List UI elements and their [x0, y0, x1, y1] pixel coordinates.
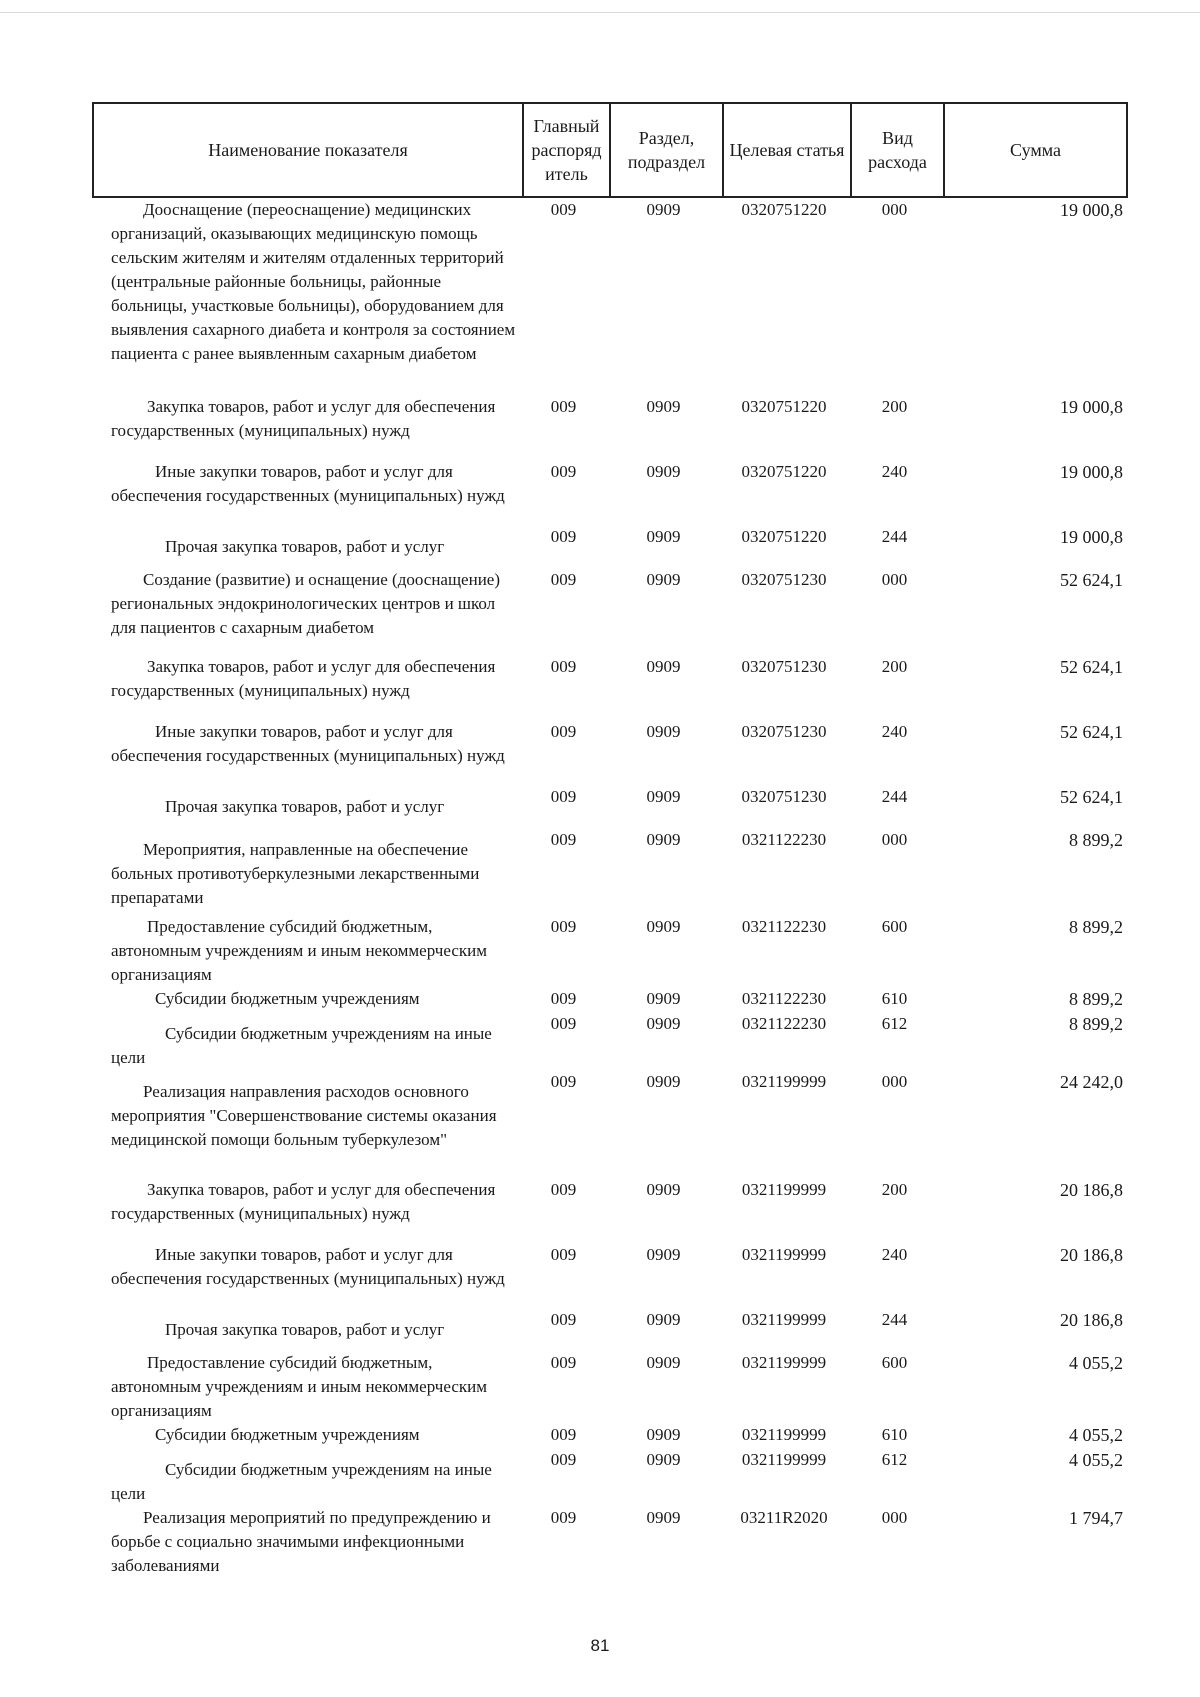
row-name: [93, 525, 523, 568]
row-vid: 000: [881, 570, 908, 589]
row-grbs: 009: [550, 397, 577, 416]
row-name-text: Иные закупки товаров, работ и услуг для обеспечения государственных (муниципальных) нужд: [111, 462, 505, 505]
row-name: [93, 197, 523, 395]
row-name-text: Создание (развитие) и оснащение (дооснащение) региональных эндокринологических центров и школ для пациентов с сахарным диабетом: [111, 570, 501, 637]
row-section: 0909: [646, 1450, 681, 1469]
table-row: [93, 395, 1127, 460]
row-sum: 52 624,1: [1060, 722, 1123, 742]
row-article: 0321199999: [741, 1450, 827, 1469]
row-section: 0909: [646, 657, 681, 676]
row-name-text: Предоставление субсидий бюджетным, автономным учреждениям и иным некоммерческим организациям: [111, 1353, 487, 1420]
budget-table: [92, 102, 1128, 1578]
row-article: 0321199999: [741, 1425, 827, 1444]
row-name: [93, 720, 523, 785]
row-sum: 19 000,8: [1060, 527, 1123, 547]
row-section: 0909: [646, 917, 681, 936]
row-name: [93, 915, 523, 987]
row-sum: 8 899,2: [1069, 917, 1123, 937]
row-name: [93, 1351, 523, 1423]
row-name: [93, 1070, 523, 1178]
table-row: [93, 1178, 1127, 1243]
row-section: 0909: [646, 1245, 681, 1264]
row-article: 0320751230: [741, 787, 827, 806]
row-name-text: Субсидии бюджетным учреждениям: [155, 1425, 420, 1444]
row-article: 0321199999: [741, 1072, 827, 1091]
row-grbs: 009: [550, 1310, 577, 1329]
table-row: [93, 987, 1127, 1012]
row-sum: 20 186,8: [1060, 1180, 1123, 1200]
row-name: [93, 460, 523, 525]
row-sum: 8 899,2: [1069, 830, 1123, 850]
row-vid: 612: [881, 1014, 908, 1033]
row-name: [93, 987, 523, 1012]
table-row: [93, 525, 1127, 568]
row-article: 0321122230: [741, 830, 827, 849]
row-section: 0909: [646, 397, 681, 416]
row-grbs: 009: [550, 1353, 577, 1372]
row-sum: 52 624,1: [1060, 570, 1123, 590]
row-grbs: 009: [550, 787, 577, 806]
table-row: [93, 1012, 1127, 1070]
row-sum: 8 899,2: [1069, 1014, 1123, 1034]
row-sum: 20 186,8: [1060, 1245, 1123, 1265]
row-grbs: 009: [550, 830, 577, 849]
table-row: [93, 1448, 1127, 1506]
table-header: [93, 103, 1127, 197]
row-grbs: 009: [550, 1180, 577, 1199]
row-vid: 000: [881, 200, 908, 219]
row-name-text: Прочая закупка товаров, работ и услуг: [165, 797, 445, 816]
row-grbs: 009: [550, 989, 577, 1008]
row-grbs: 009: [550, 527, 577, 546]
table-row: [93, 1351, 1127, 1423]
row-section: 0909: [646, 1180, 681, 1199]
row-vid: 200: [881, 397, 908, 416]
row-name-text: Мероприятия, направленные на обеспечение больных противотуберкулезными лекарственными препаратами: [111, 840, 480, 907]
table-row: [93, 915, 1127, 987]
row-section: 0909: [646, 200, 681, 219]
row-grbs: 009: [550, 657, 577, 676]
row-name: [93, 568, 523, 655]
row-section: 0909: [646, 1353, 681, 1372]
row-name-text: Иные закупки товаров, работ и услуг для обеспечения государственных (муниципальных) нужд: [111, 722, 505, 765]
row-vid: 600: [881, 1353, 908, 1372]
header-grbs: Главный распоряд итель: [523, 103, 610, 197]
row-section: 0909: [646, 830, 681, 849]
row-grbs: 009: [550, 917, 577, 936]
row-name-text: Дооснащение (переоснащение) медицинских организаций, оказывающих медицинскую помощь сельским жителям и жителям отдаленных территорий (центральные районные больницы, районные больницы, участковые больницы), оборудованием для выявления сахарного диабета и контроля за состоянием пациента с ранее выявленным сахарным диабетом: [111, 200, 516, 363]
table-row: [93, 568, 1127, 655]
row-section: 0909: [646, 527, 681, 546]
row-grbs: 009: [550, 1072, 577, 1091]
row-vid: 200: [881, 657, 908, 676]
row-grbs: 009: [550, 1508, 577, 1527]
page-number: 81: [590, 1636, 610, 1655]
row-name-text: Реализация мероприятий по предупреждению и борьбе с социально значимыми инфекционными заболеваниями: [111, 1508, 491, 1575]
row-sum: 4 055,2: [1069, 1450, 1123, 1470]
table-row: [93, 828, 1127, 915]
row-grbs: 009: [550, 570, 577, 589]
row-name-text: Закупка товаров, работ и услуг для обеспечения государственных (муниципальных) нужд: [111, 1180, 496, 1223]
row-name: [93, 1423, 523, 1448]
table-body: [93, 197, 1127, 1578]
row-section: 0909: [646, 787, 681, 806]
row-article: 0320751230: [741, 657, 827, 676]
row-grbs: 009: [550, 1425, 577, 1444]
table-row: [93, 1243, 1127, 1308]
row-section: 0909: [646, 1310, 681, 1329]
row-vid: 244: [881, 527, 908, 546]
row-sum: 4 055,2: [1069, 1353, 1123, 1373]
row-sum: 8 899,2: [1069, 989, 1123, 1009]
row-name: [93, 785, 523, 828]
row-vid: 244: [881, 1310, 908, 1329]
row-section: 0909: [646, 989, 681, 1008]
row-article: 0321199999: [741, 1310, 827, 1329]
table-row: [93, 655, 1127, 720]
row-name: [93, 828, 523, 915]
row-name-text: Иные закупки товаров, работ и услуг для обеспечения государственных (муниципальных) нужд: [111, 1245, 505, 1288]
row-grbs: 009: [550, 1245, 577, 1264]
row-sum: 52 624,1: [1060, 787, 1123, 807]
row-vid: 600: [881, 917, 908, 936]
row-vid: 000: [881, 830, 908, 849]
row-name-text: Субсидии бюджетным учреждениям на иные цели: [111, 1024, 492, 1067]
row-vid: 200: [881, 1180, 908, 1199]
table-row: [93, 460, 1127, 525]
row-name: [93, 1308, 523, 1351]
header-sum: Сумма: [944, 103, 1127, 197]
row-section: 0909: [646, 570, 681, 589]
header-section: Раздел, подраздел: [610, 103, 723, 197]
table-row: [93, 720, 1127, 785]
row-article: 0320751220: [741, 462, 827, 481]
table-row: [93, 1506, 1127, 1578]
row-article: 03211R2020: [740, 1508, 828, 1527]
row-name-text: Субсидии бюджетным учреждениям на иные цели: [111, 1460, 492, 1503]
row-grbs: 009: [550, 1014, 577, 1033]
table-row: [93, 1423, 1127, 1448]
row-grbs: 009: [550, 722, 577, 741]
row-section: 0909: [646, 1425, 681, 1444]
row-article: 0321199999: [741, 1180, 827, 1199]
row-section: 0909: [646, 1508, 681, 1527]
row-sum: 20 186,8: [1060, 1310, 1123, 1330]
row-sum: 24 242,0: [1060, 1072, 1123, 1092]
row-article: 0321122230: [741, 989, 827, 1008]
table-row: [93, 785, 1127, 828]
row-vid: 000: [881, 1072, 908, 1091]
row-name-text: Реализация направления расходов основного мероприятия "Совершенствование системы оказания медицинской помощи больным туберкулезом": [111, 1082, 497, 1149]
row-name: [93, 1178, 523, 1243]
row-grbs: 009: [550, 1450, 577, 1469]
row-name: [93, 655, 523, 720]
row-vid: 610: [881, 989, 908, 1008]
row-name: [93, 395, 523, 460]
table-row: [93, 1070, 1127, 1178]
row-vid: 000: [881, 1508, 908, 1527]
row-article: 0321199999: [741, 1353, 827, 1372]
row-article: 0320751220: [741, 200, 827, 219]
row-sum: 19 000,8: [1060, 462, 1123, 482]
row-name-text: Закупка товаров, работ и услуг для обеспечения государственных (муниципальных) нужд: [111, 657, 496, 700]
row-name: [93, 1243, 523, 1308]
row-article: 0321199999: [741, 1245, 827, 1264]
row-vid: 240: [881, 462, 908, 481]
row-sum: 52 624,1: [1060, 657, 1123, 677]
row-sum: 19 000,8: [1060, 200, 1123, 220]
row-sum: 4 055,2: [1069, 1425, 1123, 1445]
row-article: 0320751230: [741, 722, 827, 741]
row-name: [93, 1448, 523, 1506]
row-article: 0321122230: [741, 917, 827, 936]
row-vid: 240: [881, 1245, 908, 1264]
header-article: Целевая статья: [723, 103, 851, 197]
row-article: 0321122230: [741, 1014, 827, 1033]
table-row: [93, 197, 1127, 395]
table-row: [93, 1308, 1127, 1351]
row-name: [93, 1012, 523, 1070]
row-article: 0320751220: [741, 397, 827, 416]
row-sum: 19 000,8: [1060, 397, 1123, 417]
header-vid: Вид расхода: [851, 103, 944, 197]
scan-edge: [0, 12, 1200, 13]
row-article: 0320751230: [741, 570, 827, 589]
row-vid: 240: [881, 722, 908, 741]
row-vid: 612: [881, 1450, 908, 1469]
row-section: 0909: [646, 722, 681, 741]
row-name: [93, 1506, 523, 1578]
row-name-text: Субсидии бюджетным учреждениям: [155, 989, 420, 1008]
row-name-text: Предоставление субсидий бюджетным, автономным учреждениям и иным некоммерческим организациям: [111, 917, 487, 984]
row-name-text: Прочая закупка товаров, работ и услуг: [165, 537, 445, 556]
row-vid: 610: [881, 1425, 908, 1444]
row-section: 0909: [646, 1014, 681, 1033]
header-name: Наименование показателя: [93, 103, 523, 197]
row-name-text: Закупка товаров, работ и услуг для обеспечения государственных (муниципальных) нужд: [111, 397, 496, 440]
row-section: 0909: [646, 1072, 681, 1091]
row-article: 0320751220: [741, 527, 827, 546]
row-name-text: Прочая закупка товаров, работ и услуг: [165, 1320, 445, 1339]
row-grbs: 009: [550, 462, 577, 481]
row-sum: 1 794,7: [1069, 1508, 1123, 1528]
row-grbs: 009: [550, 200, 577, 219]
row-section: 0909: [646, 462, 681, 481]
row-vid: 244: [881, 787, 908, 806]
